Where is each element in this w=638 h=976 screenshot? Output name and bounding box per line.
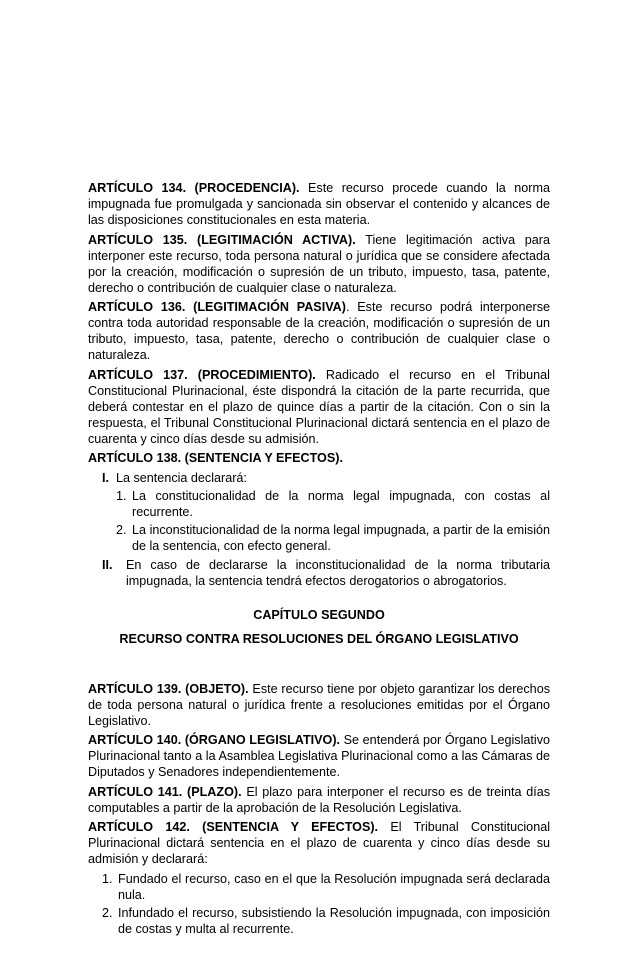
article-heading: ARTÍCULO 135. (LEGITIMACIÓN ACTIVA). [88,232,356,247]
item-label: I. [102,470,109,485]
article-139 [88,681,550,729]
article-142 [88,819,550,867]
item-text: Infundado el recurso, subsistiendo la Resolución impugnada, con imposición de costas y multa al recurrente. [118,905,550,936]
list-item [88,905,550,937]
article-141 [88,784,550,816]
article-body: Tiene legitimación activa para interponer este recurso, toda persona natural o jurídica que se considere afectada por la creación, modificación o supresión de un tributo, impuesto, tasa, patente, derecho o contribución de cualquier clase o naturaleza. [88,232,550,295]
article-heading: ARTÍCULO 134. (PROCEDENCIA). [88,181,300,195]
article-heading: ARTÍCULO 137. (PROCEDIMIENTO). [88,367,316,382]
item-text: La constitucionalidad de la norma legal impugnada, con costas al recurrente. [132,488,550,519]
list-item [88,470,550,486]
item-label: 2. [102,905,113,920]
article-136 [88,299,550,363]
list-item [88,488,550,520]
article-135 [88,232,550,296]
article-137 [88,367,550,447]
article-body: Radicado el recurso en el Tribunal Constitucional Plurinacional, éste dispondrá la citación de la parte recurrida, que deberá contestar en el plazo de quince días a partir de la citación. Con o sin la respuesta, el Tribunal Constitucional Plurinacional dictará sentencia en el plazo de cuarenta y cinco días desde su admisión. [88,367,550,446]
article-138 [88,450,550,466]
item-label: 1. [116,488,127,503]
item-label: II. [102,557,113,572]
article-body: El Tribunal Constitucional Plurinacional dictará sentencia en el plazo de cuarenta y cinco días desde su admisión y declarará: [88,820,550,866]
article-140 [88,732,550,780]
chapter-subtitle: RECURSO CONTRA RESOLUCIONES DEL ÓRGANO LEGISLATIVO [119,631,519,646]
item-text: Fundado el recurso, caso en el que la Resolución impugnada será declarada nula. [118,871,550,902]
article-134 [88,180,550,228]
article-heading: ARTÍCULO 141. (PLAZO). [88,784,242,799]
article-heading: ARTÍCULO 139. (OBJETO). [88,681,249,696]
item-text: En caso de declararse la inconstitucionalidad de la norma tributaria impugnada, la sentencia tendrá efectos derogatorios o abrogatorios. [126,557,550,588]
article-body: Se entenderá por Órgano Legislativo Plurinacional tanto a la Asamblea Legislativa Plurinacional como a las Cámaras de Diputados y Senadores independientemente. [88,733,550,779]
list-item [88,557,550,589]
item-text: La sentencia declarará: [116,470,247,485]
item-label: 2. [116,522,127,537]
article-body: Este recurso procede cuando la norma impugnada fue promulgada y sancionada sin observar el contenido y alcances de las disposiciones constitucionales en esta materia. [88,181,550,227]
article-body: El plazo para interponer el recurso es de treinta días computables a partir de la aprobación de la Resolución Legislativa. [88,784,550,815]
article-138-list [88,470,550,589]
chapter-title: CAPÍTULO SEGUNDO [253,607,385,622]
list-item [88,871,550,903]
list-item [88,522,550,554]
item-label: 1. [102,871,113,886]
article-body: Este recurso tiene por objeto garantizar los derechos de toda persona natural o jurídica frente a resoluciones emitidas por el Órgano Legislativo. [88,681,550,728]
article-heading: ARTÍCULO 138. (SENTENCIA Y EFECTOS). [88,451,343,465]
article-body: . Este recurso podrá interponerse contra toda autoridad responsable de la creación, modificación o supresión de un tributo, impuesto, tasa, patente, derecho o contribución de cualquier clase o naturaleza. [88,300,550,362]
article-heading: ARTÍCULO 140. (ÓRGANO LEGISLATIVO). [88,733,341,747]
article-142-list [88,871,550,937]
article-heading: ARTÍCULO 136. (LEGITIMACIÓN PASIVA) [88,300,346,314]
item-text: La inconstitucionalidad de la norma legal impugnada, a partir de la emisión de la sentencia, con efecto general. [132,522,550,553]
article-heading: ARTÍCULO 142. (SENTENCIA Y EFECTOS). [88,820,379,834]
document-page [88,180,550,940]
